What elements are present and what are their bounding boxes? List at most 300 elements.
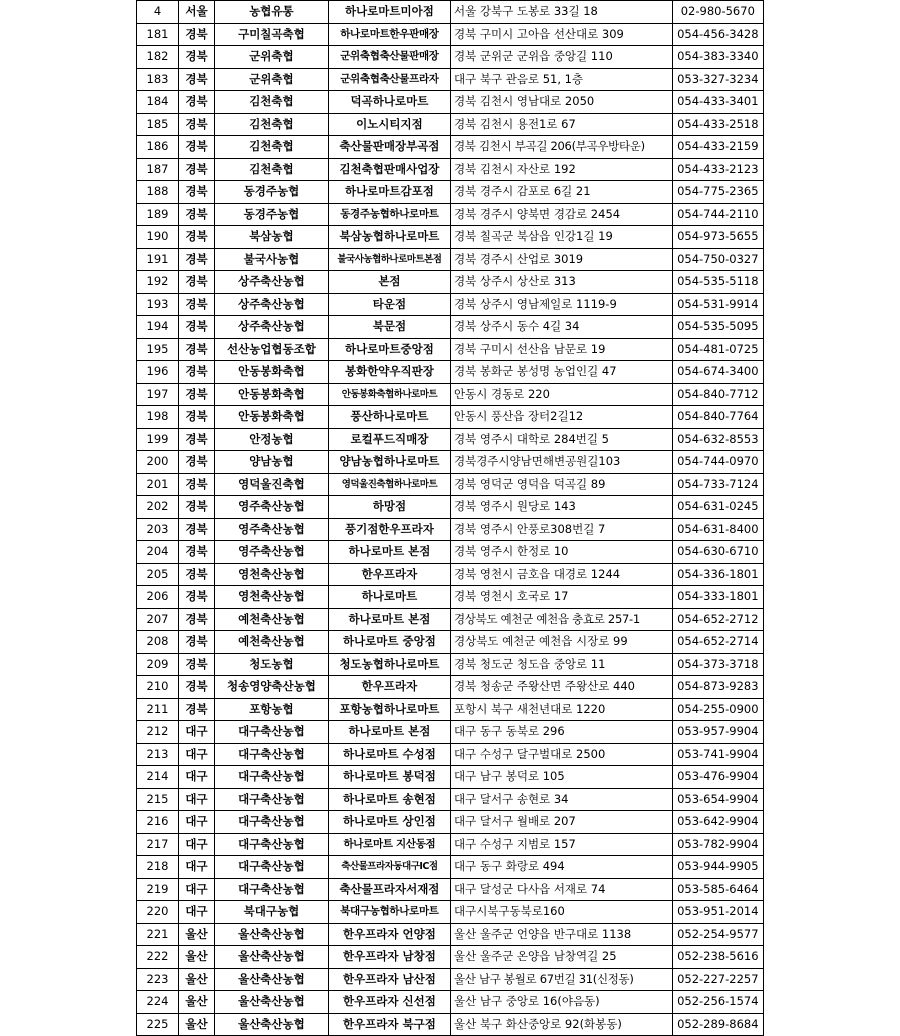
address-cell: 경북 상주시 영남제일로 1119-9 (450, 293, 672, 316)
cooperative-cell: 영천축산농협 (214, 586, 328, 609)
region-cell: 경북 (179, 226, 215, 249)
address-cell: 대구 동구 화랑로 494 (450, 856, 672, 879)
row-number: 186 (137, 136, 179, 159)
row-number: 210 (137, 676, 179, 699)
row-number: 198 (137, 406, 179, 429)
region-cell: 경북 (179, 473, 215, 496)
phone-cell: 054-336-1801 (672, 563, 763, 586)
phone-cell: 054-652-2712 (672, 608, 763, 631)
cooperative-cell: 김천축협 (214, 136, 328, 159)
store-name-cell: 덕곡하나로마트 (328, 91, 450, 114)
address-cell: 경상북도 예천군 예천읍 충효로 257-1 (450, 608, 672, 631)
cooperative-cell: 양남농협 (214, 451, 328, 474)
table-row (137, 496, 764, 519)
store-name-cell: 군위축협축산물판매장 (328, 46, 450, 69)
address-cell: 경북 영주시 안풍로308번길 7 (450, 518, 672, 541)
address-cell: 울산 남구 봉월로 67번길 31(신정동) (450, 968, 672, 991)
region-cell: 경북 (179, 451, 215, 474)
table-row (137, 23, 764, 46)
store-name-cell: 하나로마트중앙점 (328, 338, 450, 361)
table-row (137, 293, 764, 316)
table-row (137, 428, 764, 451)
address-cell: 경북 영천시 금호읍 대경로 1244 (450, 563, 672, 586)
address-cell: 대구 북구 관음로 51, 1층 (450, 68, 672, 91)
table-row (137, 316, 764, 339)
cooperative-cell: 영주축산농협 (214, 518, 328, 541)
cooperative-cell: 선산농업협동조합 (214, 338, 328, 361)
store-name-cell: 북문점 (328, 316, 450, 339)
store-name-cell: 한우프라자 (328, 676, 450, 699)
table-row (137, 181, 764, 204)
region-cell: 대구 (179, 721, 215, 744)
store-name-cell: 하나로마트 (328, 586, 450, 609)
table-row (137, 833, 764, 856)
store-name-cell: 축산물프라자서재점 (328, 878, 450, 901)
address-cell: 경북 영덕군 영덕읍 덕곡길 89 (450, 473, 672, 496)
phone-cell: 054-750-0327 (672, 248, 763, 271)
row-number: 212 (137, 721, 179, 744)
table-row (137, 136, 764, 159)
phone-cell: 053-642-9904 (672, 811, 763, 834)
region-cell: 대구 (179, 856, 215, 879)
cooperative-cell: 안정농협 (214, 428, 328, 451)
address-cell: 대구 달서구 송현로 34 (450, 788, 672, 811)
cooperative-cell: 상주축산농협 (214, 271, 328, 294)
region-cell: 경북 (179, 563, 215, 586)
store-name-cell: 한우프라자 북구점 (328, 1013, 450, 1036)
table-row (137, 653, 764, 676)
address-cell: 경북 영주시 대학로 284번길 5 (450, 428, 672, 451)
row-number: 4 (137, 1, 179, 24)
region-cell: 경북 (179, 496, 215, 519)
table-row (137, 563, 764, 586)
cooperative-cell: 영덕울진축협 (214, 473, 328, 496)
row-number: 202 (137, 496, 179, 519)
phone-cell: 053-741-9904 (672, 743, 763, 766)
phone-cell: 054-456-3428 (672, 23, 763, 46)
cooperative-cell: 군위축협 (214, 68, 328, 91)
address-cell: 안동시 경동로 220 (450, 383, 672, 406)
cooperative-cell: 대구축산농협 (214, 721, 328, 744)
cooperative-cell: 대구축산농협 (214, 743, 328, 766)
region-cell: 대구 (179, 743, 215, 766)
phone-cell: 054-433-2159 (672, 136, 763, 159)
address-cell: 경북 경주시 감포로 6길 21 (450, 181, 672, 204)
phone-cell: 054-433-2518 (672, 113, 763, 136)
phone-cell: 054-481-0725 (672, 338, 763, 361)
region-cell: 경북 (179, 676, 215, 699)
address-cell: 경북 구미시 선산읍 남문로 19 (450, 338, 672, 361)
store-name-cell: 하나로마트 중앙점 (328, 631, 450, 654)
cooperative-cell: 북삼농협 (214, 226, 328, 249)
region-cell: 대구 (179, 788, 215, 811)
row-number: 192 (137, 271, 179, 294)
cooperative-cell: 대구축산농협 (214, 788, 328, 811)
row-number: 218 (137, 856, 179, 879)
cooperative-cell: 불국사농협 (214, 248, 328, 271)
store-name-cell: 이노시티지점 (328, 113, 450, 136)
store-name-cell: 하나로마트 상인점 (328, 811, 450, 834)
phone-cell: 053-957-9904 (672, 721, 763, 744)
phone-cell: 053-327-3234 (672, 68, 763, 91)
store-name-cell: 한우프라자 남창점 (328, 946, 450, 969)
store-name-cell: 군위축협축산물프라자 (328, 68, 450, 91)
row-number: 219 (137, 878, 179, 901)
region-cell: 울산 (179, 946, 215, 969)
cooperative-cell: 영천축산농협 (214, 563, 328, 586)
row-number: 208 (137, 631, 179, 654)
table-row (137, 631, 764, 654)
store-name-cell: 북대구농협하나로마트 (328, 901, 450, 924)
address-cell: 경북 구미시 고아읍 선산대로 309 (450, 23, 672, 46)
address-cell: 대구 수성구 달구벌대로 2500 (450, 743, 672, 766)
phone-cell: 054-840-7764 (672, 406, 763, 429)
store-name-cell: 한우프라자 (328, 563, 450, 586)
phone-cell: 054-775-2365 (672, 181, 763, 204)
table-row (137, 1, 764, 24)
table-row (137, 766, 764, 789)
cooperative-cell: 김천축협 (214, 158, 328, 181)
address-cell: 경북 청도군 청도읍 중앙로 11 (450, 653, 672, 676)
store-list-body (137, 1, 764, 1036)
region-cell: 경북 (179, 181, 215, 204)
row-number: 189 (137, 203, 179, 226)
region-cell: 대구 (179, 878, 215, 901)
region-cell: 울산 (179, 1013, 215, 1036)
region-cell: 대구 (179, 833, 215, 856)
row-number: 213 (137, 743, 179, 766)
table-row (137, 541, 764, 564)
region-cell: 경북 (179, 158, 215, 181)
store-name-cell: 한우프라자 언양점 (328, 923, 450, 946)
row-number: 190 (137, 226, 179, 249)
phone-cell: 054-383-3340 (672, 46, 763, 69)
address-cell: 대구 남구 봉덕로 105 (450, 766, 672, 789)
region-cell: 경북 (179, 91, 215, 114)
row-number: 182 (137, 46, 179, 69)
region-cell: 경북 (179, 428, 215, 451)
row-number: 188 (137, 181, 179, 204)
phone-cell: 054-631-0245 (672, 496, 763, 519)
address-cell: 경북 군위군 군위읍 중앙길 110 (450, 46, 672, 69)
row-number: 220 (137, 901, 179, 924)
region-cell: 경북 (179, 361, 215, 384)
region-cell: 울산 (179, 968, 215, 991)
region-cell: 경북 (179, 698, 215, 721)
store-name-cell: 하나로마트 지산동점 (328, 833, 450, 856)
row-number: 201 (137, 473, 179, 496)
store-name-cell: 풍기점한우프라자 (328, 518, 450, 541)
phone-cell: 054-630-6710 (672, 541, 763, 564)
store-name-cell: 축산물프라자동대구IC점 (328, 856, 450, 879)
phone-cell: 054-535-5118 (672, 271, 763, 294)
store-name-cell: 한우프라자 남산점 (328, 968, 450, 991)
address-cell: 대구 달성군 다사읍 서재로 74 (450, 878, 672, 901)
store-name-cell: 하나로마트 본점 (328, 541, 450, 564)
store-name-cell: 북삼농협하나로마트 (328, 226, 450, 249)
address-cell: 울산 남구 중앙로 16(야음동) (450, 991, 672, 1014)
phone-cell: 054-255-0900 (672, 698, 763, 721)
region-cell: 경북 (179, 631, 215, 654)
row-number: 207 (137, 608, 179, 631)
row-number: 206 (137, 586, 179, 609)
region-cell: 경북 (179, 46, 215, 69)
cooperative-cell: 김천축협 (214, 113, 328, 136)
region-cell: 경북 (179, 203, 215, 226)
address-cell: 경북 상주시 동수 4길 34 (450, 316, 672, 339)
region-cell: 경북 (179, 271, 215, 294)
row-number: 199 (137, 428, 179, 451)
phone-cell: 052-254-9577 (672, 923, 763, 946)
phone-cell: 054-652-2714 (672, 631, 763, 654)
table-row (137, 698, 764, 721)
address-cell: 포항시 북구 새천년대로 1220 (450, 698, 672, 721)
phone-cell: 053-585-6464 (672, 878, 763, 901)
address-cell: 경북 칠곡군 북삼읍 인강1길 19 (450, 226, 672, 249)
cooperative-cell: 영주축산농협 (214, 496, 328, 519)
store-name-cell: 한우프라자 신선점 (328, 991, 450, 1014)
row-number: 187 (137, 158, 179, 181)
table-row (137, 586, 764, 609)
phone-cell: 054-433-3401 (672, 91, 763, 114)
address-cell: 경북 경주시 양북면 경감로 2454 (450, 203, 672, 226)
cooperative-cell: 안동봉화축협 (214, 406, 328, 429)
phone-cell: 054-873-9283 (672, 676, 763, 699)
row-number: 222 (137, 946, 179, 969)
table-row (137, 923, 764, 946)
row-number: 184 (137, 91, 179, 114)
phone-cell: 054-674-3400 (672, 361, 763, 384)
address-cell: 울산 울주군 온양읍 남창역길 25 (450, 946, 672, 969)
row-number: 181 (137, 23, 179, 46)
store-name-cell: 하나로마트 송현점 (328, 788, 450, 811)
cooperative-cell: 김천축협 (214, 91, 328, 114)
address-cell: 경북 김천시 영남대로 2050 (450, 91, 672, 114)
address-cell: 대구시북구동북로160 (450, 901, 672, 924)
table-row (137, 811, 764, 834)
cooperative-cell: 예천축산농협 (214, 608, 328, 631)
table-row (137, 608, 764, 631)
region-cell: 경북 (179, 316, 215, 339)
region-cell: 경북 (179, 136, 215, 159)
cooperative-cell: 군위축협 (214, 46, 328, 69)
cooperative-cell: 동경주농협 (214, 203, 328, 226)
region-cell: 경북 (179, 248, 215, 271)
region-cell: 울산 (179, 991, 215, 1014)
row-number: 195 (137, 338, 179, 361)
phone-cell: 054-433-2123 (672, 158, 763, 181)
region-cell: 경북 (179, 541, 215, 564)
address-cell: 대구 수성구 지범로 157 (450, 833, 672, 856)
cooperative-cell: 대구축산농협 (214, 811, 328, 834)
store-name-cell: 청도농협하나로마트 (328, 653, 450, 676)
row-number: 224 (137, 991, 179, 1014)
row-number: 223 (137, 968, 179, 991)
row-number: 196 (137, 361, 179, 384)
cooperative-cell: 상주축산농협 (214, 316, 328, 339)
store-name-cell: 하나로마트 본점 (328, 608, 450, 631)
table-row (137, 451, 764, 474)
address-cell: 경북 청송군 주왕산면 주왕산로 440 (450, 676, 672, 699)
cooperative-cell: 상주축산농협 (214, 293, 328, 316)
table-row (137, 856, 764, 879)
address-cell: 울산 울주군 언양읍 반구대로 1138 (450, 923, 672, 946)
row-number: 225 (137, 1013, 179, 1036)
table-row (137, 203, 764, 226)
cooperative-cell: 동경주농협 (214, 181, 328, 204)
table-row (137, 991, 764, 1014)
table-row (137, 271, 764, 294)
address-cell: 대구 동구 동북로 296 (450, 721, 672, 744)
phone-cell: 054-535-5095 (672, 316, 763, 339)
table-row (137, 878, 764, 901)
store-name-cell: 안동봉화축협하나로마트 (328, 383, 450, 406)
table-row (137, 968, 764, 991)
address-cell: 경북 상주시 상산로 313 (450, 271, 672, 294)
store-name-cell: 불국사농협하나로마트본점 (328, 248, 450, 271)
cooperative-cell: 울산축산농협 (214, 946, 328, 969)
store-name-cell: 로컬푸드직매장 (328, 428, 450, 451)
region-cell: 서울 (179, 1, 215, 24)
region-cell: 경북 (179, 653, 215, 676)
address-cell: 경북경주시양남면해변공원길103 (450, 451, 672, 474)
table-row (137, 338, 764, 361)
address-cell: 경상북도 예천군 예천읍 시장로 99 (450, 631, 672, 654)
row-number: 203 (137, 518, 179, 541)
address-cell: 경북 영주시 한정로 10 (450, 541, 672, 564)
store-name-cell: 봉화한약우직판장 (328, 361, 450, 384)
store-name-cell: 양남농협하나로마트 (328, 451, 450, 474)
phone-cell: 052-238-5616 (672, 946, 763, 969)
address-cell: 안동시 풍산읍 장터2길12 (450, 406, 672, 429)
table-row (137, 226, 764, 249)
cooperative-cell: 대구축산농협 (214, 878, 328, 901)
region-cell: 경북 (179, 23, 215, 46)
row-number: 204 (137, 541, 179, 564)
cooperative-cell: 농협유통 (214, 1, 328, 24)
phone-cell: 052-256-1574 (672, 991, 763, 1014)
address-cell: 울산 북구 화산중앙로 92(화봉동) (450, 1013, 672, 1036)
cooperative-cell: 포항농협 (214, 698, 328, 721)
cooperative-cell: 대구축산농협 (214, 766, 328, 789)
row-number: 185 (137, 113, 179, 136)
table-row (137, 91, 764, 114)
row-number: 205 (137, 563, 179, 586)
address-cell: 경북 김천시 부곡길 206(부곡우방타운) (450, 136, 672, 159)
address-cell: 경북 봉화군 봉성명 농업인길 47 (450, 361, 672, 384)
store-name-cell: 하나로마트감포점 (328, 181, 450, 204)
table-row (137, 721, 764, 744)
row-number: 211 (137, 698, 179, 721)
row-number: 214 (137, 766, 179, 789)
phone-cell: 054-373-3718 (672, 653, 763, 676)
phone-cell: 054-744-2110 (672, 203, 763, 226)
store-name-cell: 김천축협판매사업장 (328, 158, 450, 181)
phone-cell: 052-227-2257 (672, 968, 763, 991)
cooperative-cell: 안동봉화축협 (214, 361, 328, 384)
phone-cell: 052-289-8684 (672, 1013, 763, 1036)
address-cell: 경북 영천시 호국로 17 (450, 586, 672, 609)
row-number: 194 (137, 316, 179, 339)
row-number: 221 (137, 923, 179, 946)
row-number: 191 (137, 248, 179, 271)
phone-cell: 054-973-5655 (672, 226, 763, 249)
table-row (137, 676, 764, 699)
region-cell: 대구 (179, 766, 215, 789)
table-row (137, 361, 764, 384)
table-row (137, 473, 764, 496)
row-number: 197 (137, 383, 179, 406)
phone-cell: 053-476-9904 (672, 766, 763, 789)
phone-cell: 02-980-5670 (672, 1, 763, 24)
address-cell: 서울 강북구 도봉로 33길 18 (450, 1, 672, 24)
row-number: 215 (137, 788, 179, 811)
region-cell: 경북 (179, 406, 215, 429)
region-cell: 경북 (179, 586, 215, 609)
address-cell: 경북 김천시 용전1로 67 (450, 113, 672, 136)
region-cell: 경북 (179, 518, 215, 541)
region-cell: 대구 (179, 811, 215, 834)
store-name-cell: 하나로마트 본점 (328, 721, 450, 744)
address-cell: 경북 김천시 자산로 192 (450, 158, 672, 181)
phone-cell: 054-632-8553 (672, 428, 763, 451)
row-number: 193 (137, 293, 179, 316)
phone-cell: 054-531-9914 (672, 293, 763, 316)
region-cell: 경북 (179, 113, 215, 136)
row-number: 216 (137, 811, 179, 834)
phone-cell: 053-782-9904 (672, 833, 763, 856)
store-name-cell: 포항농협하나로마트 (328, 698, 450, 721)
table-row (137, 901, 764, 924)
row-number: 200 (137, 451, 179, 474)
phone-cell: 054-631-8400 (672, 518, 763, 541)
store-name-cell: 하망점 (328, 496, 450, 519)
row-number: 217 (137, 833, 179, 856)
region-cell: 경북 (179, 293, 215, 316)
row-number: 183 (137, 68, 179, 91)
store-name-cell: 축산물판매장부곡점 (328, 136, 450, 159)
table-row (137, 946, 764, 969)
cooperative-cell: 울산축산농협 (214, 991, 328, 1014)
phone-cell: 053-944-9905 (672, 856, 763, 879)
table-row (137, 113, 764, 136)
phone-cell: 053-654-9904 (672, 788, 763, 811)
table-row (137, 406, 764, 429)
address-cell: 대구 달서구 월배로 207 (450, 811, 672, 834)
store-name-cell: 타운점 (328, 293, 450, 316)
cooperative-cell: 구미칠곡축협 (214, 23, 328, 46)
cooperative-cell: 청도농협 (214, 653, 328, 676)
table-row (137, 1013, 764, 1036)
store-name-cell: 하나로마트 수성점 (328, 743, 450, 766)
cooperative-cell: 예천축산농협 (214, 631, 328, 654)
table-row (137, 158, 764, 181)
phone-cell: 054-733-7124 (672, 473, 763, 496)
cooperative-cell: 대구축산농협 (214, 856, 328, 879)
store-name-cell: 하나로마트한우판매장 (328, 23, 450, 46)
cooperative-cell: 안동봉화축협 (214, 383, 328, 406)
store-name-cell: 영덕울진축협하나로마트 (328, 473, 450, 496)
store-name-cell: 풍산하나로마트 (328, 406, 450, 429)
table-row (137, 68, 764, 91)
region-cell: 경북 (179, 383, 215, 406)
store-name-cell: 하나로마트 봉덕점 (328, 766, 450, 789)
store-list-table (136, 0, 764, 1036)
row-number: 209 (137, 653, 179, 676)
address-cell: 경북 경주시 산업로 3019 (450, 248, 672, 271)
cooperative-cell: 영주축산농협 (214, 541, 328, 564)
phone-cell: 053-951-2014 (672, 901, 763, 924)
